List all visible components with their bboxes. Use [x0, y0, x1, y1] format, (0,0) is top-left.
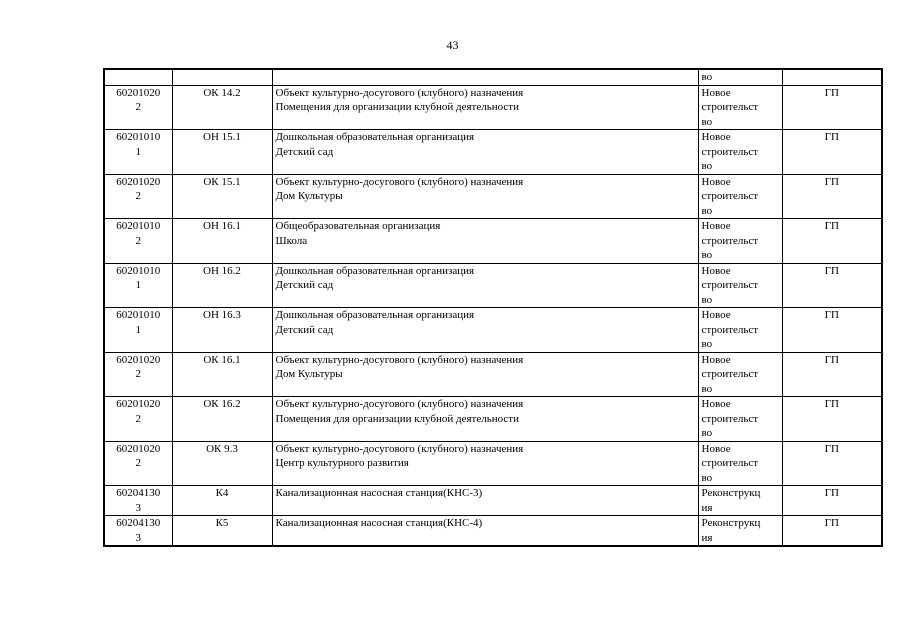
cell-code	[104, 263, 172, 308]
cell-name-line: Объект культурно-досугового (клубного) назначения	[275, 353, 524, 366]
cell-name	[272, 486, 698, 516]
cell-work-line: строительст	[701, 234, 759, 247]
cell-work-line: во	[701, 427, 713, 439]
cell-work-line: ия	[701, 501, 713, 514]
cell-id: ОН 16.1	[172, 219, 272, 264]
cell-name-line: Детский сад	[275, 323, 334, 336]
cell-work-line: Новое	[701, 398, 731, 410]
cell-name-line: Помещения для организации клубной деятельности	[275, 412, 519, 425]
cell-work-line: строительст	[701, 279, 759, 291]
cell-work-line: строительст	[701, 457, 759, 469]
cell-code	[104, 352, 172, 397]
cell-name-line: Помещения для организации клубной деятельности	[275, 101, 519, 113]
cell-work-line: во	[701, 382, 713, 395]
cell-code-line: 60201020	[116, 86, 161, 99]
cell-work-line: во	[701, 293, 713, 306]
cell-code-line: 60201010	[116, 264, 161, 277]
cell-code	[104, 219, 172, 264]
cell-name	[272, 130, 698, 175]
table-row-continuation	[104, 69, 882, 85]
cell-name	[272, 397, 698, 442]
cell-code-line: 1	[135, 279, 141, 291]
cell-code-line: 60201010	[116, 309, 161, 321]
cell-work-line: Новое	[701, 264, 731, 277]
cell-status: ГП	[782, 397, 882, 442]
cell-code	[104, 174, 172, 219]
cell-work-line: во	[701, 160, 713, 172]
cell-work-line: Новое	[701, 175, 731, 188]
cell-work-line: строительст	[701, 323, 759, 336]
cell-code-line: 60201010	[116, 220, 161, 232]
cell-work-line: во	[701, 115, 713, 128]
cell-name-line: Детский сад	[275, 145, 334, 158]
cell-work-line: Новое	[701, 131, 731, 143]
cell-code-line: 60201010	[116, 131, 161, 143]
cell-name	[272, 263, 698, 308]
cell-work-line: во	[701, 204, 713, 217]
cell-work	[698, 352, 782, 397]
page-number: 43	[446, 38, 459, 52]
cell-work	[698, 516, 782, 547]
cell-work-line: строительст	[701, 101, 759, 113]
cell-work-line: во	[701, 338, 713, 350]
cell-name	[272, 219, 698, 264]
table-row	[104, 397, 882, 442]
cell-status: ГП	[782, 219, 882, 264]
cell-name-line: Детский сад	[275, 279, 334, 291]
cell-code-line: 2	[135, 412, 141, 425]
cell-code-line: 60204130	[116, 487, 161, 499]
cell-work-line: Новое	[701, 309, 731, 321]
table-row	[104, 85, 882, 130]
cell-id: К5	[172, 516, 272, 547]
cell-name-line: Дошкольная образовательная организация	[275, 309, 475, 321]
cell-work	[698, 219, 782, 264]
cell-name-line: Объект культурно-досугового (клубного) назначения	[275, 175, 524, 188]
cell-code-line: 60204130	[116, 517, 161, 529]
cell-status: ГП	[782, 85, 882, 130]
cell-work	[698, 69, 782, 85]
cell-name	[272, 352, 698, 397]
cell-work-line: строительст	[701, 368, 759, 380]
table-row	[104, 486, 882, 516]
cell-id: ОК 16.2	[172, 397, 272, 442]
cell-code	[104, 308, 172, 353]
cell-work-line: Новое	[701, 442, 731, 455]
cell-id: ОК 16.1	[172, 352, 272, 397]
cell-status: ГП	[782, 130, 882, 175]
table-row	[104, 308, 882, 353]
cell-id: ОН 15.1	[172, 130, 272, 175]
cell-code	[104, 441, 172, 486]
cell-code	[104, 486, 172, 516]
cell-code-line: 2	[135, 190, 141, 202]
cell-code-line: 60201020	[116, 353, 161, 366]
cell-code-line: 3	[135, 501, 141, 514]
table-row	[104, 174, 882, 219]
cell-work-line: строительст	[701, 190, 759, 202]
cell-work-line: Реконструкц	[701, 517, 761, 529]
cell-name	[272, 174, 698, 219]
cell-work-line: во	[701, 471, 713, 484]
table-row	[104, 263, 882, 308]
cell-status	[782, 69, 882, 85]
cell-code	[104, 85, 172, 130]
cell-name-line: Канализационная насосная станция(КНС-3)	[275, 487, 483, 499]
cell-work-line: Новое	[701, 220, 731, 232]
cell-id: ОК 15.1	[172, 174, 272, 219]
cell-status: ГП	[782, 263, 882, 308]
cell-work-line: во	[701, 249, 713, 261]
cell-status: ГП	[782, 352, 882, 397]
cell-name-line: Дошкольная образовательная организация	[275, 264, 475, 277]
cell-name-line: Дошкольная образовательная организация	[275, 131, 475, 143]
cell-status: ГП	[782, 308, 882, 353]
cell-code	[104, 69, 172, 85]
cell-name-line: Школа	[275, 234, 308, 247]
cell-work-line: Реконструкц	[701, 487, 761, 499]
cell-code-line: 2	[135, 368, 141, 380]
cell-id: К4	[172, 486, 272, 516]
cell-code-line: 3	[135, 531, 141, 544]
cell-work-line: Новое	[701, 353, 731, 366]
table-body	[104, 69, 882, 546]
cell-work	[698, 308, 782, 353]
cell-status: ГП	[782, 516, 882, 547]
cell-name	[272, 85, 698, 130]
cell-work	[698, 397, 782, 442]
cell-name-line: Канализационная насосная станция(КНС-4)	[275, 517, 483, 529]
objects-table	[103, 68, 883, 547]
cell-work-line: ия	[701, 531, 713, 544]
cell-name	[272, 69, 698, 85]
cell-id	[172, 69, 272, 85]
cell-work-line: строительст	[701, 412, 759, 425]
cell-code	[104, 130, 172, 175]
table-row	[104, 352, 882, 397]
cell-name-line: Объект культурно-досугового (клубного) назначения	[275, 398, 524, 410]
cell-code-line: 1	[135, 323, 141, 336]
cell-code-line: 2	[135, 234, 141, 247]
cell-status: ГП	[782, 441, 882, 486]
cell-id: ОК 9.3	[172, 441, 272, 486]
cell-code-line: 1	[135, 145, 141, 158]
cell-work	[698, 263, 782, 308]
cell-name-line: Центр культурного развития	[275, 457, 409, 469]
cell-id: ОН 16.3	[172, 308, 272, 353]
cell-work	[698, 174, 782, 219]
cell-name	[272, 308, 698, 353]
cell-work	[698, 441, 782, 486]
cell-code-line: 60201020	[116, 442, 161, 455]
cell-name-line: Дом Культуры	[275, 190, 343, 202]
cell-name	[272, 516, 698, 547]
cell-work	[698, 130, 782, 175]
cell-work-line: строительст	[701, 145, 759, 158]
table-row	[104, 441, 882, 486]
cell-work-line: во	[701, 71, 713, 83]
cell-code-line: 60201020	[116, 175, 161, 188]
cell-code-line: 2	[135, 457, 141, 469]
cell-name-line: Общеобразовательная организация	[275, 220, 441, 232]
table-row	[104, 130, 882, 175]
table-row	[104, 516, 882, 547]
cell-code-line: 60201020	[116, 398, 161, 410]
cell-code	[104, 516, 172, 547]
cell-work	[698, 486, 782, 516]
table-row	[104, 219, 882, 264]
cell-name-line: Объект культурно-досугового (клубного) назначения	[275, 86, 524, 99]
cell-work-line: Новое	[701, 86, 731, 99]
cell-work	[698, 85, 782, 130]
cell-status: ГП	[782, 174, 882, 219]
cell-id: ОК 14.2	[172, 85, 272, 130]
cell-name-line: Дом Культуры	[275, 368, 343, 380]
cell-status: ГП	[782, 486, 882, 516]
cell-id: ОН 16.2	[172, 263, 272, 308]
cell-code	[104, 397, 172, 442]
cell-name	[272, 441, 698, 486]
cell-name-line: Объект культурно-досугового (клубного) назначения	[275, 442, 524, 455]
cell-code-line: 2	[135, 101, 141, 113]
